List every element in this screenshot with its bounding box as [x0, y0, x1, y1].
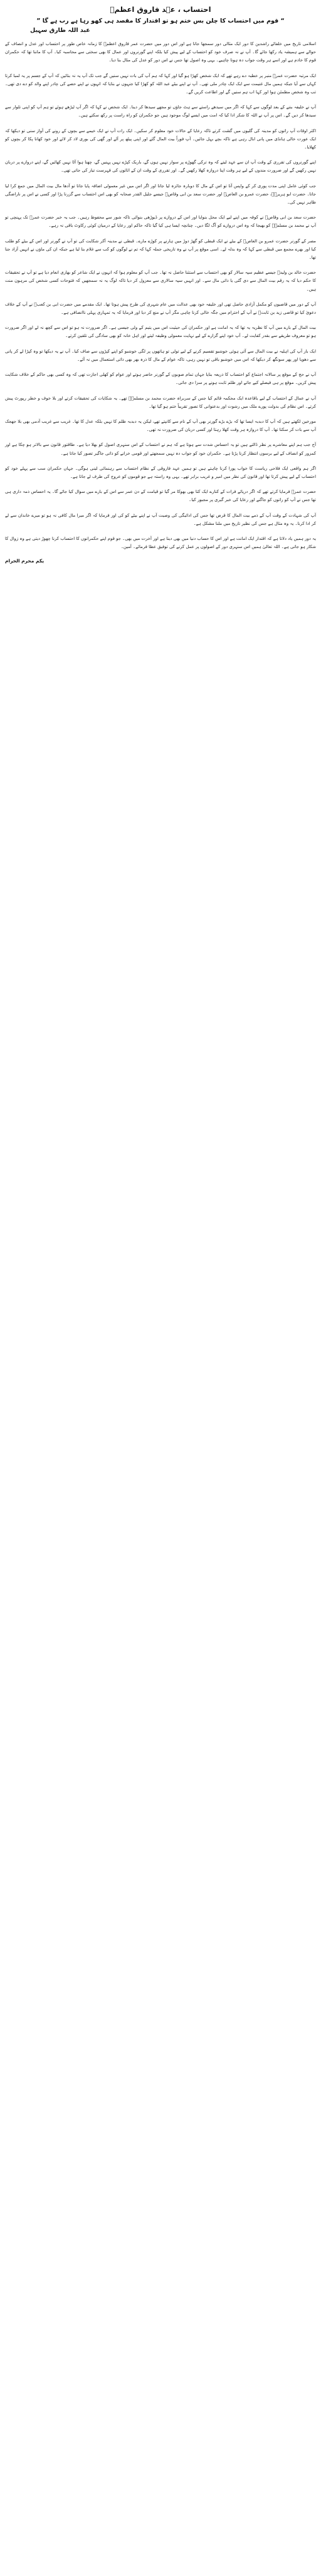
article-paragraph: مورخین لکھتے ہیں کہ آپ کا دبدبہ ایسا تھا کہ بڑے بڑے گورنر بھی آپ کے نام سے کانپتے تھے، لیکن یہ دبدبہ ظلم کا نہیں بلکہ عدل کا تھا۔ غریب سے غریب آدمی بھی بلا جھجک آپ سے بات کر سکتا تھا۔ آپ کا دروازہ ہر وقت کھلا رہتا اور کسی دربان کی ضرورت نہ تھی۔ — [5, 418, 316, 433]
article-paragraph: یہ دور ہمیں یاد دلاتا ہے کہ اقتدار ایک امانت ہے اور اس کا حساب دنیا میں بھی دینا ہے اور آخرت میں بھی۔ جو قوم اپنے حکمرانوں کا احتساب کرنا چھوڑ دیتی ہے وہ زوال کا شکار ہو جاتی ہے۔ اللہ تعالیٰ ہمیں اس سنہری دور کے اصولوں پر عمل کرنے کی توفیق عطا فرمائے۔ آمین۔ — [5, 535, 316, 550]
article-paragraph: اپنے گورنروں کی تقرری کے وقت آپ ان سے عہد لیتے کہ وہ ترکی گھوڑے پر سوار نہیں ہوں گے، باریک کپڑے نہیں پہنیں گے، چھنا ہوا آٹا نہیں کھائیں گے، اپنے دروازے پر دربان نہیں رکھیں گے اور ضرورت مندوں کے لیے ہر وقت اپنا دروازہ کھلا رکھیں گے۔ اور تقرری کے وقت ان کے اثاثوں کی فہرست تیار کی جاتی تھی۔ — [5, 160, 316, 173]
article-paragraph: حضرت سعد بن ابی وقاصؓ نے کوفہ میں اپنے لیے ایک محل بنوایا اور اس کے دروازے پر ڈیوڑھی بنوائی تاکہ شور سے محفوظ رہیں۔ جب یہ خبر حضرت عمرؓ تک پہنچی تو آپ نے محمد بن مسلمہؓ کو بھیجا کہ وہ اس دروازے کو آگ لگا دیں۔ چنانچہ ایسا ہی کیا گیا تاکہ حاکم اور رعایا کے درمیان کوئی رکاوٹ باقی نہ رہے۔ — [5, 215, 316, 229]
article-paragraph: اکثر اوقات آپ راتوں کو مدینہ کی گلیوں میں گشت کرتے تاکہ رعایا کے حالات خود معلوم کر سکیں۔ ایک رات آپ نے ایک خیمے سے بچوں کے رونے کی آواز سنی تو دیکھا کہ ایک عورت خالی ہانڈی میں پانی ابال رہی ہے تاکہ بچے بہل جائیں۔ آپ فوراً بیت المال گئے اور اپنی پیٹھ پر آٹے اور گھی کی بوری لاد کر لائے اور خود کھانا پکا کر بچوں کو کھلایا۔ — [5, 128, 316, 150]
article-paragraph: اسلامی تاریخ میں خلفائے راشدین کا دور ایک مثالی دور سمجھا جاتا ہے اور اس دور میں حضرت عمر فاروق اعظمؓ کا زمانہ خاص طور پر احتساب اور عدل و انصاف کے حوالے سے ہمیشہ یاد رکھا جائے گا۔ آپ نے نہ صرف خود کو احتساب کے لیے پیش کیا بلکہ اپنے گورنروں اور عمال کا بھی سختی سے محاسبہ کیا۔ آپ کا ماننا تھا کہ حکمران قوم کا خادم ہے اور اسے ہر وقت جواب دہ ہونا چاہیے۔ یہی وہ اصول تھا جس نے اس دور کو عدل کی مثال بنا دیا۔ — [5, 41, 316, 63]
article-paragraph: جب کوئی عامل اپنی مدت پوری کر کے واپس آتا تو اس کے مال کا دوبارہ جائزہ لیا جاتا اور اگر اس میں غیر معمولی اضافہ پایا جاتا تو آدھا مال بیت المال میں جمع کرا لیا جاتا۔ حضرت ابو ہریرہؓ، حضرت عمرو بن العاصؓ اور حضرت سعد بن ابی وقاصؓ جیسے جلیل القدر صحابہ کو بھی اس احتساب سے گزرنا پڑا اور کسی نے اس پر ناراضگی ظاہر نہیں کی۔ — [5, 183, 316, 205]
date-line: یکم محرم الحرام — [5, 558, 45, 564]
article-paragraph: ایک مرتبہ حضرت عمرؓ منبر پر خطبہ دے رہے تھے کہ ایک شخص کھڑا ہو گیا اور کہا کہ ہم آپ کی بات نہیں سنیں گے جب تک آپ یہ نہ بتائیں کہ آپ کے جسم پر یہ لمبا کرتا کہاں سے آیا جبکہ ہمیں مال غنیمت سے ایک ایک چادر ملی تھی۔ آپ نے اپنے بیٹے عبد اللہ کو کھڑا کیا جنہوں نے بتایا کہ انہوں نے اپنے حصے کی چادر اپنے والد کو دے دی تھی۔ تب وہ شخص مطمئن ہوا اور کہا اب ہم سنیں گے اور اطاعت کریں گے۔ — [5, 73, 316, 95]
article-paragraph: مصر کے گورنر حضرت عمرو بن العاصؓ کے بیٹے نے ایک قبطی کو گھڑ دوڑ میں ہارنے پر کوڑے مارے۔ قبطی نے مدینہ آکر شکایت کی تو آپ نے گورنر اور اس کے بیٹے کو طلب کیا اور بھرے مجمع میں قبطی سے کہا کہ وہ بدلہ لے۔ اسی موقع پر آپ نے وہ تاریخی جملہ کہا کہ تم نے لوگوں کو کب سے غلام بنا لیا ہے جبکہ ان کی ماؤں نے انہیں آزاد جنا تھا۔ — [5, 238, 316, 261]
article-paragraph: آپ نے عمال کے احتساب کے لیے باقاعدہ ایک محکمہ قائم کیا جس کے سربراہ حضرت محمد بن مسلمہؓ تھے۔ یہ شکایات کی تحقیقات کرتے اور بلا خوف و خطر رپورٹ پیش کرتے۔ اس نظام کی بدولت پورے ملک میں رشوت اور بدعنوانی کا تصور تقریباً ختم ہو گیا تھا۔ — [5, 395, 316, 409]
article-body — [5, 40, 316, 551]
article-paragraph: اگر ہم واقعی ایک فلاحی ریاست کا خواب پورا کرنا چاہتے ہیں تو ہمیں عہد فاروقی کے نظام احتساب سے رہنمائی لینی ہوگی۔ جہاں حکمران سب سے پہلے خود کو احتساب کے لیے پیش کرتا تھا اور قانون کی نظر میں امیر و غریب برابر تھے۔ یہی وہ راستہ ہے جو قوموں کو عروج کی طرف لے جاتا ہے۔ — [5, 465, 316, 479]
article-paragraph: آج جب ہم اپنے معاشرے پر نظر ڈالتے ہیں تو یہ احساس شدت سے ہوتا ہے کہ ہم نے احتساب کے اس سنہری اصول کو بھلا دیا ہے۔ طاقتور قانون سے بالاتر ہو چکا ہے اور کمزور کو انصاف کے لیے برسوں انتظار کرنا پڑتا ہے۔ حکمران خود کو جواب دہ نہیں سمجھتے اور قومی خزانے کو ذاتی جاگیر تصور کیا جاتا ہے۔ — [5, 442, 316, 456]
article-paragraph: ایک بار آپ کی اہلیہ نے بیت المال سے آئی ہوئی خوشبو تقسیم کرنے کے لیے تولی تو ہاتھوں پر لگی خوشبو کو اپنے کپڑوں سے صاف کیا۔ آپ نے یہ دیکھا تو وہ کپڑا لے کر پانی سے دھویا اور پھر سونگھ کر دیکھا کہ اس میں خوشبو باقی تو نہیں رہی، تاکہ عوام کے مال کا ذرہ بھر بھی ذاتی استعمال میں نہ آئے۔ — [5, 348, 316, 362]
article-paragraph: آپ نے حج کے موقع پر سالانہ اجتماع کو احتساب کا ذریعہ بنایا جہاں تمام صوبوں کے گورنر حاضر ہوتے اور عوام کو کھلی اجازت تھی کہ وہ کسی بھی حاکم کے خلاف شکایت پیش کریں۔ موقع پر ہی فیصلے کیے جاتے اور ظلم ثابت ہونے پر سزا دی جاتی۔ — [5, 372, 316, 386]
article-author: عبد اللہ طارق سہیل — [30, 27, 90, 34]
article-paragraph: حضرت عمرؓ فرمایا کرتے تھے کہ اگر دریائے فرات کے کنارے ایک کتا بھی بھوکا مر گیا تو قیامت کے دن عمر سے اس کے بارے میں سوال کیا جائے گا۔ یہ احساس ذمہ داری ہی تھا جس نے آپ کو راتوں کو جاگنے اور رعایا کی خبر گیری پر مجبور کیا۔ — [5, 489, 316, 503]
article-paragraph: آپ کی شہادت کے وقت آپ کے ذمے بیت المال کا قرض تھا جس کی ادائیگی کی وصیت آپ نے اپنے بیٹے کو کی اور فرمایا کہ اگر میرا مال کافی نہ ہو تو میرے خاندان سے لے کر ادا کرنا۔ یہ وہ مثال ہے جس کی نظیر تاریخ میں ملنا مشکل ہے۔ — [5, 512, 316, 526]
article-quote: “ قوم میں احتساب کا چلن بس ختم ہو تو اقتدار کا مقصد ہی کھو رہا ہے رب ہے گا ” — [36, 18, 285, 24]
article-paragraph: آپ کے دور میں قاضیوں کو مکمل آزادی حاصل تھی اور خلیفہ خود بھی عدالت میں عام شہری کی طرح پیش ہوتا تھا۔ ایک مقدمے میں حضرت ابی بن کعبؓ نے آپ کے خلاف دعویٰ کیا تو قاضی زید بن ثابتؓ نے آپ کے احترام میں جگہ خالی کرنا چاہی مگر آپ نے منع کر دیا اور فرمایا کہ یہ تمہاری پہلی ناانصافی ہے۔ — [5, 301, 316, 316]
article-paragraph: آپ نے خلیفہ بننے کے بعد لوگوں سے کہا کہ اگر میں سیدھے راستے سے ہٹ جاؤں تو مجھے سیدھا کر دینا۔ ایک شخص نے کہا کہ اگر آپ ٹیڑھے ہوئے تو ہم آپ کو اپنی تلوار سے سیدھا کر دیں گے۔ اس پر آپ نے اللہ کا شکر ادا کیا کہ امت میں ایسے لوگ موجود ہیں جو حکمران کو راہ راست پر رکھ سکتے ہیں۔ — [5, 105, 316, 118]
article-title: احتساب ، عہد فاروق اعظمؓ — [110, 5, 211, 14]
article-paragraph: بیت المال کے بارے میں آپ کا نظریہ یہ تھا کہ یہ امانت ہے اور حکمران کی حیثیت اس میں یتیم کے ولی جیسی ہے۔ اگر ضرورت نہ ہو تو اس سے کچھ نہ لے اور اگر ضرورت ہو تو معروف طریقے سے بقدر کفایت لے۔ آپ خود اپنے گزارے کے لیے نہایت معمولی وظیفہ لیتے اور اہل خانہ کو بھی سادگی کی تلقین کرتے۔ — [5, 325, 316, 339]
article-paragraph: حضرت خالد بن ولیدؓ جیسے عظیم سپہ سالار کو بھی احتساب سے استثنا حاصل نہ تھا۔ جب آپ کو معلوم ہوا کہ انہوں نے ایک شاعر کو بھاری انعام دیا ہے تو آپ نے تحقیقات کا حکم دیا کہ یہ رقم بیت المال سے دی گئی یا ذاتی مال سے۔ اور انہیں سپہ سالاری سے معزول کر دیا تاکہ لوگ یہ نہ سمجھیں کہ فتوحات کسی شخص کی مرہون منت ہیں۔ — [5, 270, 316, 292]
